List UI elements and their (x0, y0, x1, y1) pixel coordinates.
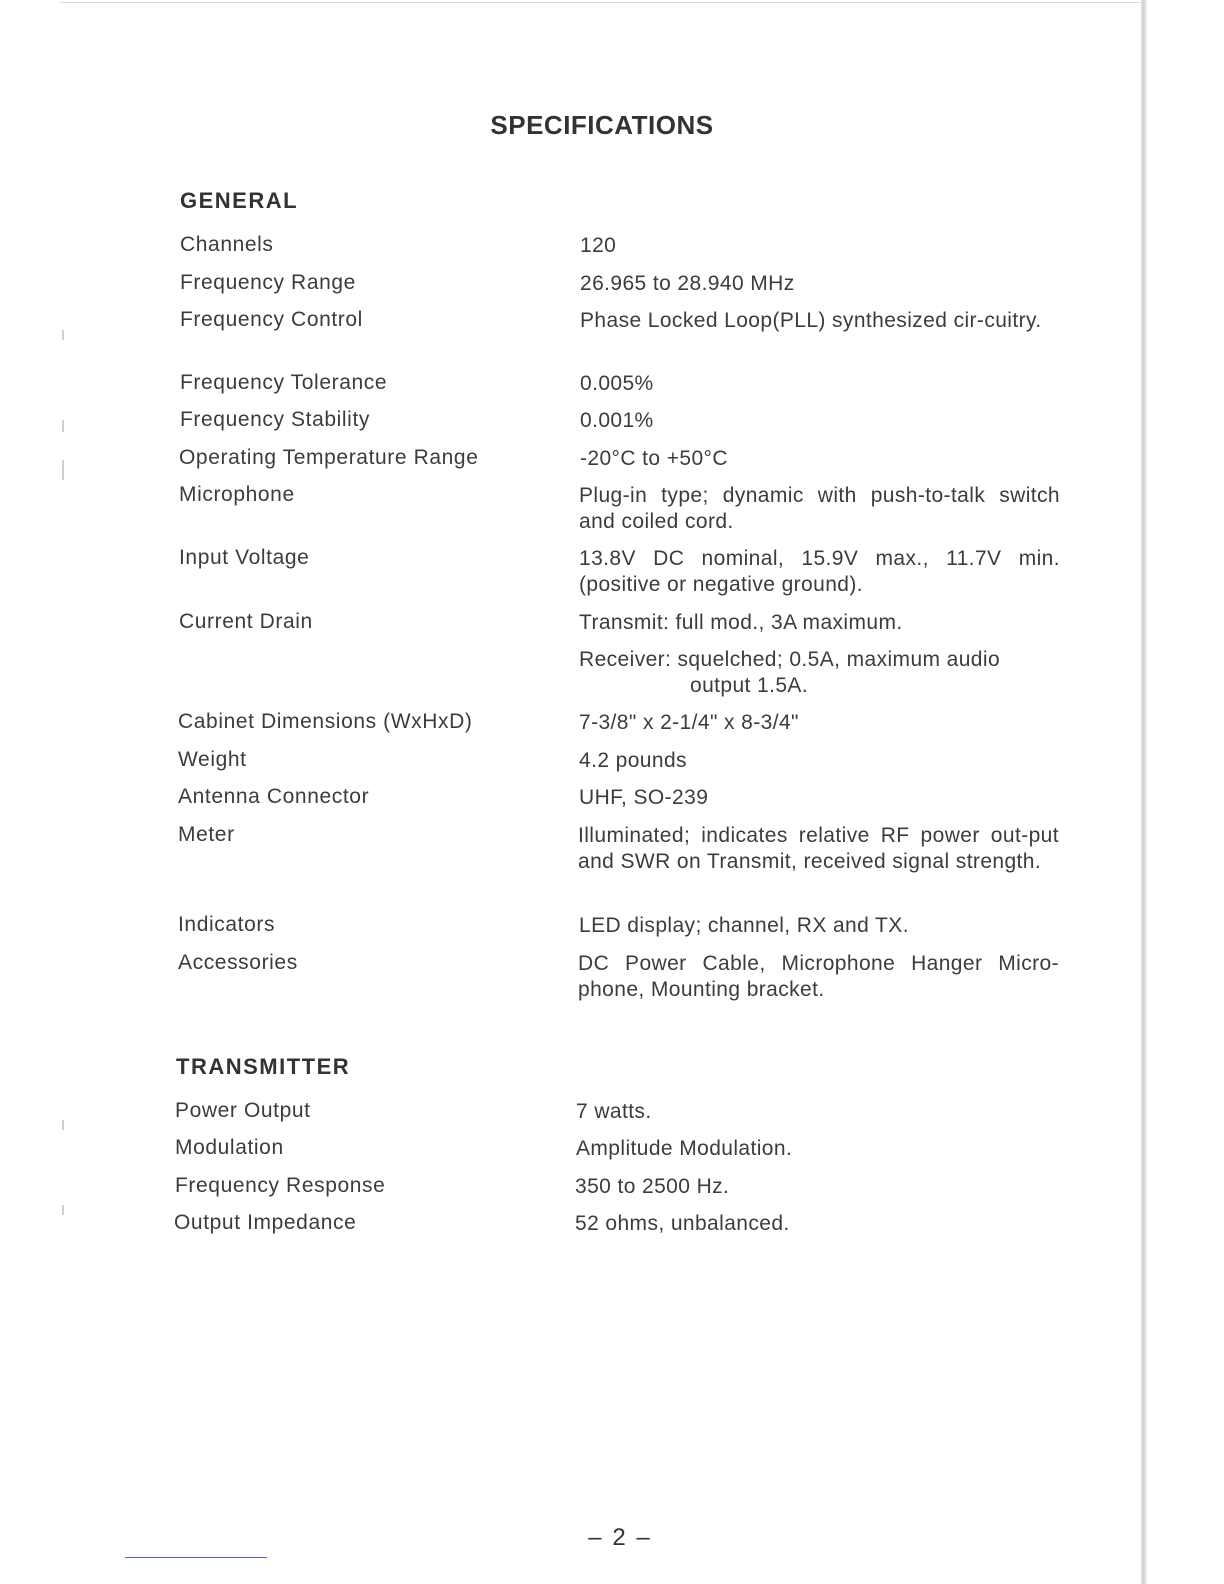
section-heading-general: GENERAL (180, 188, 299, 213)
page-right-edge (1141, 0, 1147, 1584)
spec-value-line: output 1.5A. (690, 674, 809, 697)
spec-value: UHF, SO-239 (579, 786, 709, 809)
spec-label: Frequency Control (180, 308, 363, 331)
spec-value: Transmit: full mod., 3A maximum. (579, 611, 903, 634)
spec-value-line: Receiver: squelched; 0.5A, maximum audio (579, 648, 1001, 671)
spec-value: DC Power Cable, Microphone Hanger Micro-phone, Mounting bracket. (578, 952, 1059, 1001)
spec-value: 7 watts. (576, 1100, 652, 1123)
spec-label: Frequency Response (175, 1174, 386, 1197)
spec-value: LED display; channel, RX and TX. (579, 914, 909, 937)
page-title: SPECIFICATIONS (490, 110, 714, 140)
bottom-underline (125, 1557, 267, 1558)
spec-value: -20°C to +50°C (580, 447, 728, 470)
spec-value: 7-3/8" x 2-1/4" x 8-3/4" (579, 711, 799, 734)
spec-label: Power Output (175, 1099, 311, 1122)
spec-label: Indicators (178, 913, 276, 936)
spec-value: 26.965 to 28.940 MHz (580, 272, 795, 295)
spec-label: Meter (178, 823, 235, 846)
spec-value: 13.8V DC nominal, 15.9V max., 11.7V min. (positive or negative ground). (579, 547, 1060, 596)
spec-value: 120 (580, 234, 617, 257)
scan-mark (62, 1120, 64, 1130)
spec-label: Input Voltage (179, 546, 310, 569)
spec-value: 0.005% (580, 372, 654, 395)
spec-label: Frequency Stability (180, 408, 370, 431)
spec-label: Modulation (175, 1136, 284, 1159)
spec-value: 0.001% (580, 409, 654, 432)
spec-label: Cabinet Dimensions (WxHxD) (178, 710, 473, 733)
top-divider (60, 2, 1145, 3)
spec-label: Antenna Connector (178, 785, 370, 808)
spec-value: Amplitude Modulation. (576, 1137, 793, 1160)
spec-label: Accessories (178, 951, 298, 974)
spec-value: Illuminated; indicates relative RF power out-put and SWR on Transmit, received signal strength. (578, 824, 1059, 873)
spec-value: Phase Locked Loop(PLL) synthesized cir-cuitry. (580, 309, 1042, 332)
spec-value: 4.2 pounds (579, 749, 687, 772)
spec-label: Channels (180, 233, 274, 256)
spec-label: Current Drain (179, 610, 313, 633)
spec-value: 52 ohms, unbalanced. (575, 1212, 790, 1235)
page-number: – 2 – (588, 1524, 652, 1551)
spec-label: Output Impedance (174, 1211, 357, 1234)
section-heading-transmitter: TRANSMITTER (176, 1054, 351, 1079)
scan-mark (62, 330, 64, 340)
scan-mark (62, 460, 64, 480)
spec-label: Weight (178, 748, 247, 771)
spec-value: 350 to 2500 Hz. (575, 1175, 730, 1198)
scan-mark (62, 420, 64, 432)
spec-value: Plug-in type; dynamic with push-to-talk switch and coiled cord. (579, 484, 1060, 533)
spec-label: Operating Temperature Range (179, 446, 479, 469)
spec-value (579, 647, 1060, 699)
spec-label: Frequency Range (180, 271, 356, 294)
spec-label: Microphone (179, 483, 295, 506)
scan-mark (62, 1205, 64, 1215)
spec-label: Frequency Tolerance (180, 371, 388, 394)
